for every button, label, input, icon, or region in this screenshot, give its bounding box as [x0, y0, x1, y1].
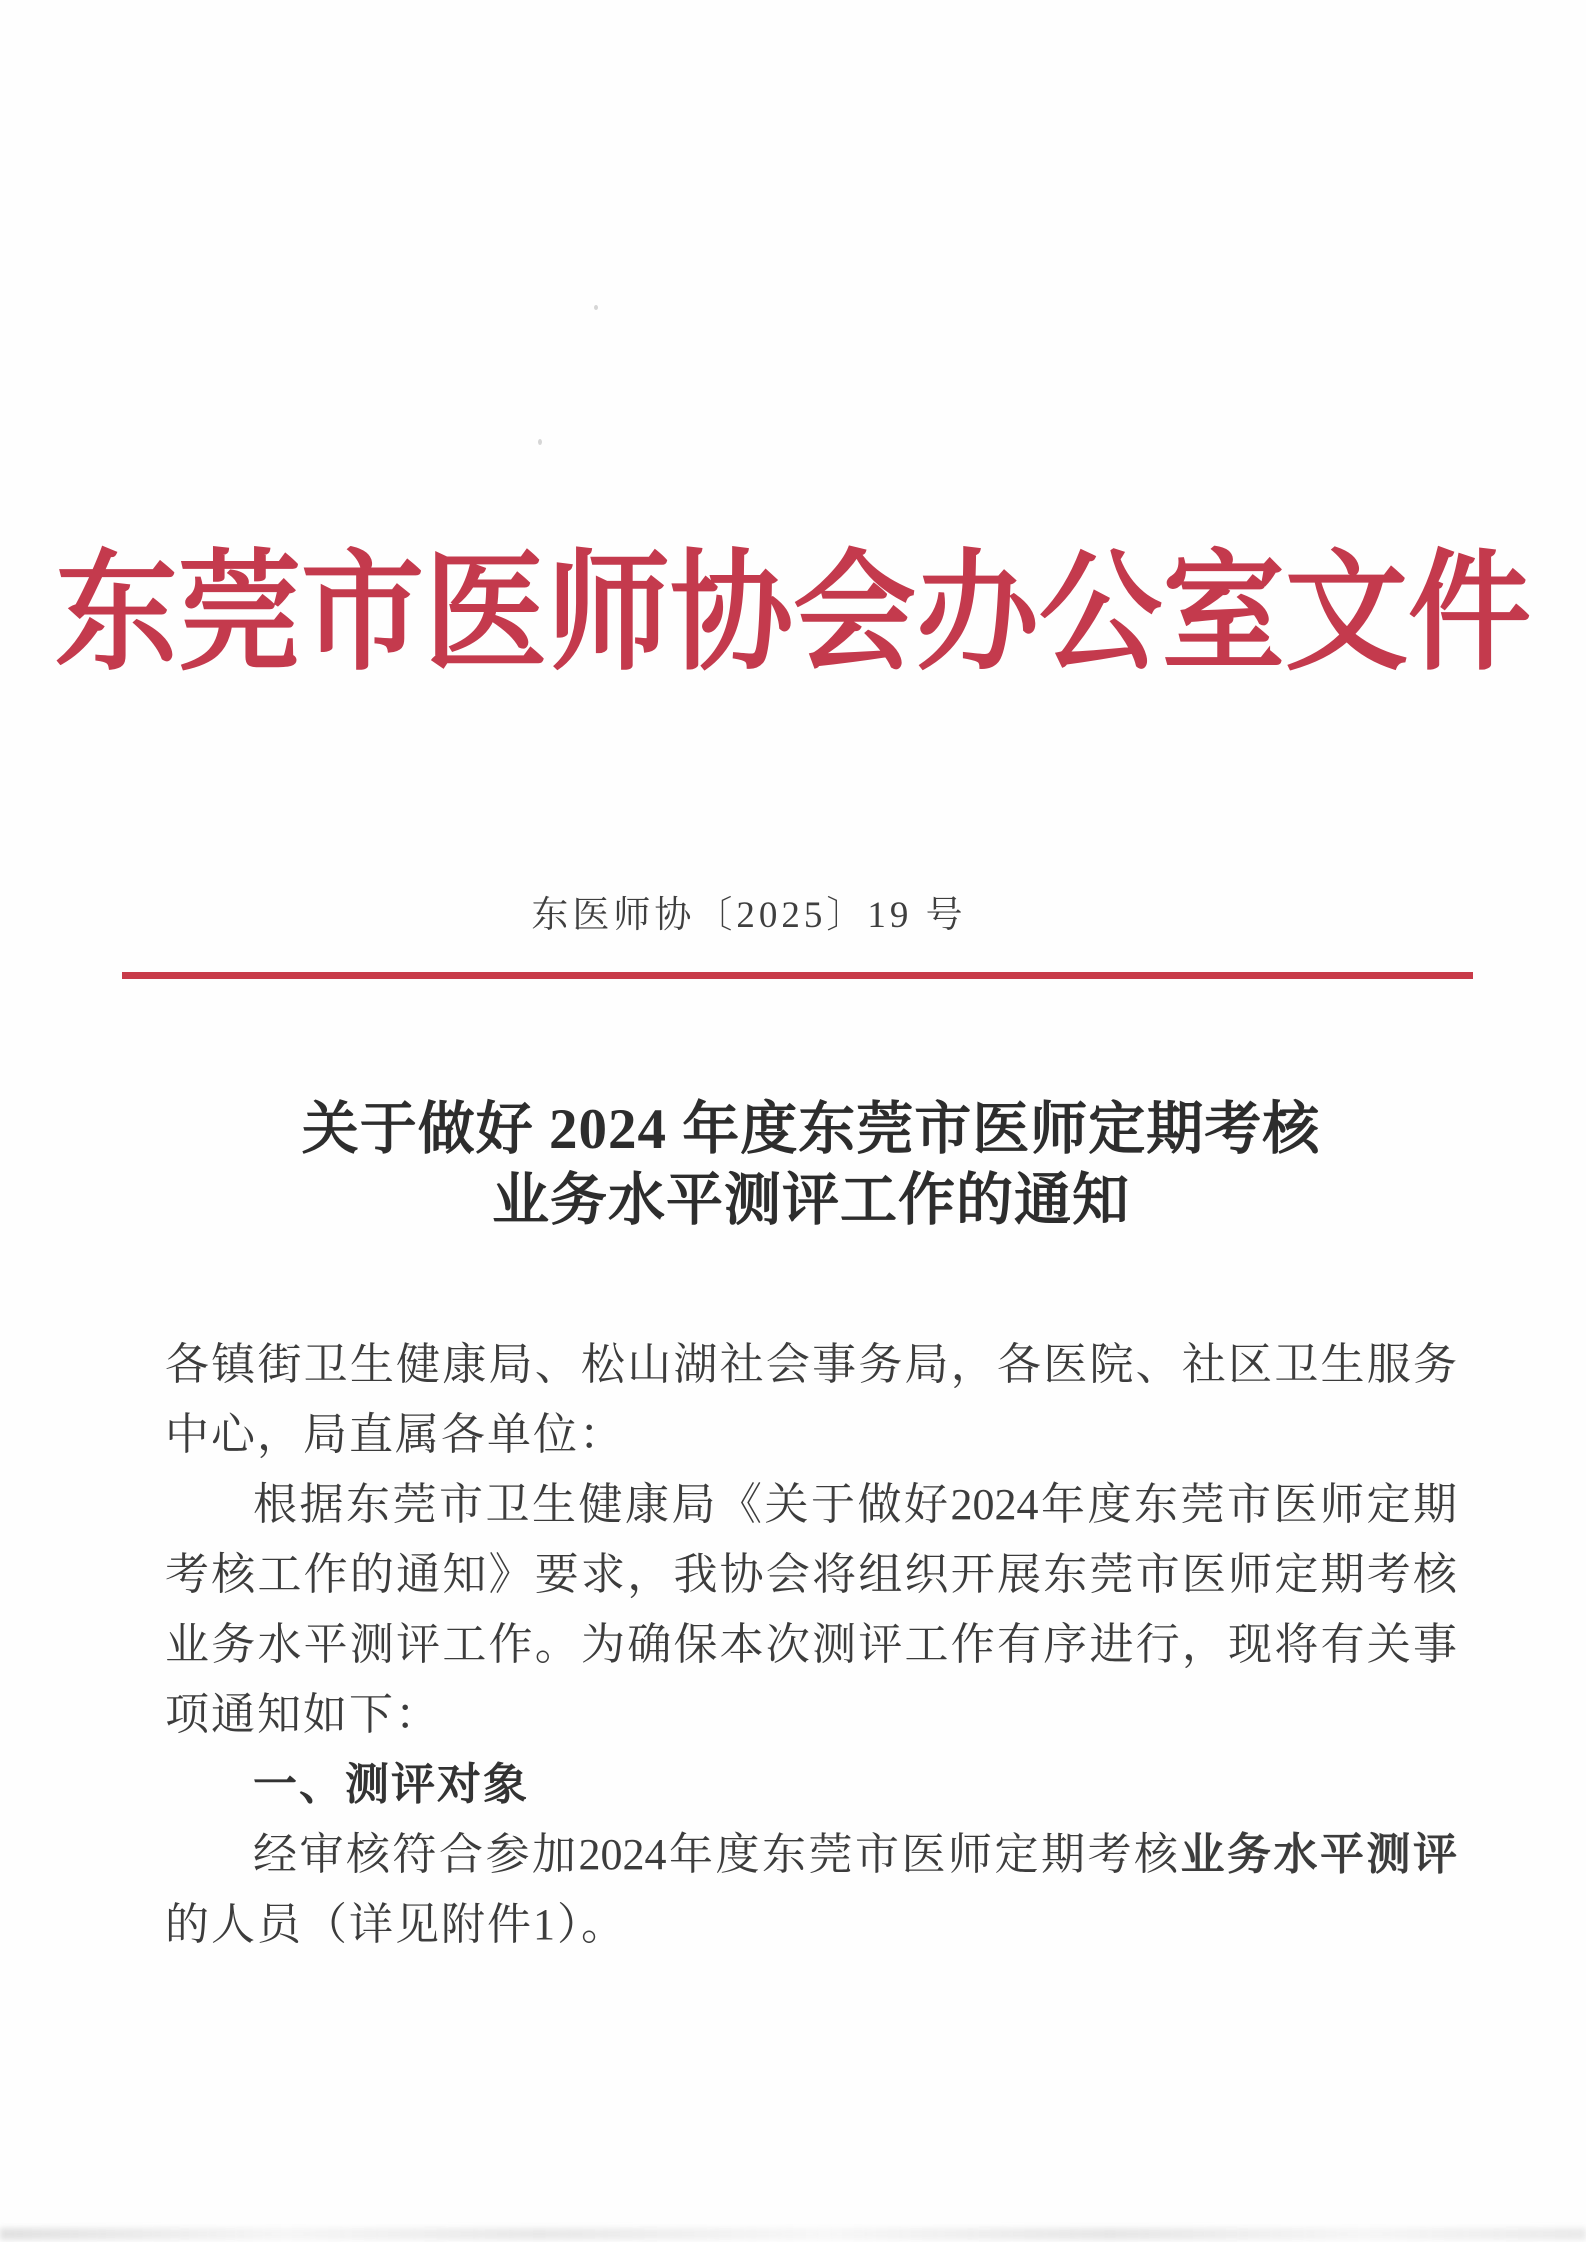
scan-speck — [594, 305, 598, 310]
body-line: 的人员（详见附件1）。 — [165, 1900, 627, 1949]
letterhead-title: 东莞市医师协会办公室文件 — [55, 540, 1531, 687]
notice-title-line2: 业务水平测评工作的通知 — [492, 1169, 1130, 1232]
body-line: 项通知如下： — [165, 1690, 441, 1739]
page-bleed-through-artifact — [0, 2228, 1586, 2240]
notice-title-line1: 关于做好 2024 年度东莞市医师定期考核 — [301, 1098, 1321, 1161]
doc-number-row — [0, 894, 1586, 938]
body-line: 业务水平测评工作。为确保本次测评工作有序进行，现将有关事 — [165, 1620, 1457, 1669]
body-line-bold-segment: 业务水平测评 — [1180, 1830, 1457, 1879]
notice-title — [165, 1094, 1457, 1236]
body-line: 考核工作的通知》要求，我协会将组织开展东莞市医师定期考核 — [165, 1550, 1457, 1599]
body-line: 各镇街卫生健康局、松山湖社会事务局，各医院、社区卫生服务 — [165, 1340, 1457, 1389]
body-line: 中心，局直属各单位： — [165, 1410, 625, 1459]
section-heading: 一、测评对象 — [253, 1760, 529, 1809]
body-text — [165, 1330, 1457, 1960]
body-line: 根据东莞市卫生健康局《关于做好2024年度东莞市医师定期 — [253, 1480, 1457, 1529]
body-line — [165, 1820, 1457, 1890]
red-separator-line — [122, 972, 1473, 979]
scan-speck — [538, 439, 542, 445]
body-line-text: 经审核符合参加2024年度东莞市医师定期考核 — [253, 1830, 1181, 1879]
doc-number: 东医师协〔2025〕19 号 — [531, 895, 967, 936]
